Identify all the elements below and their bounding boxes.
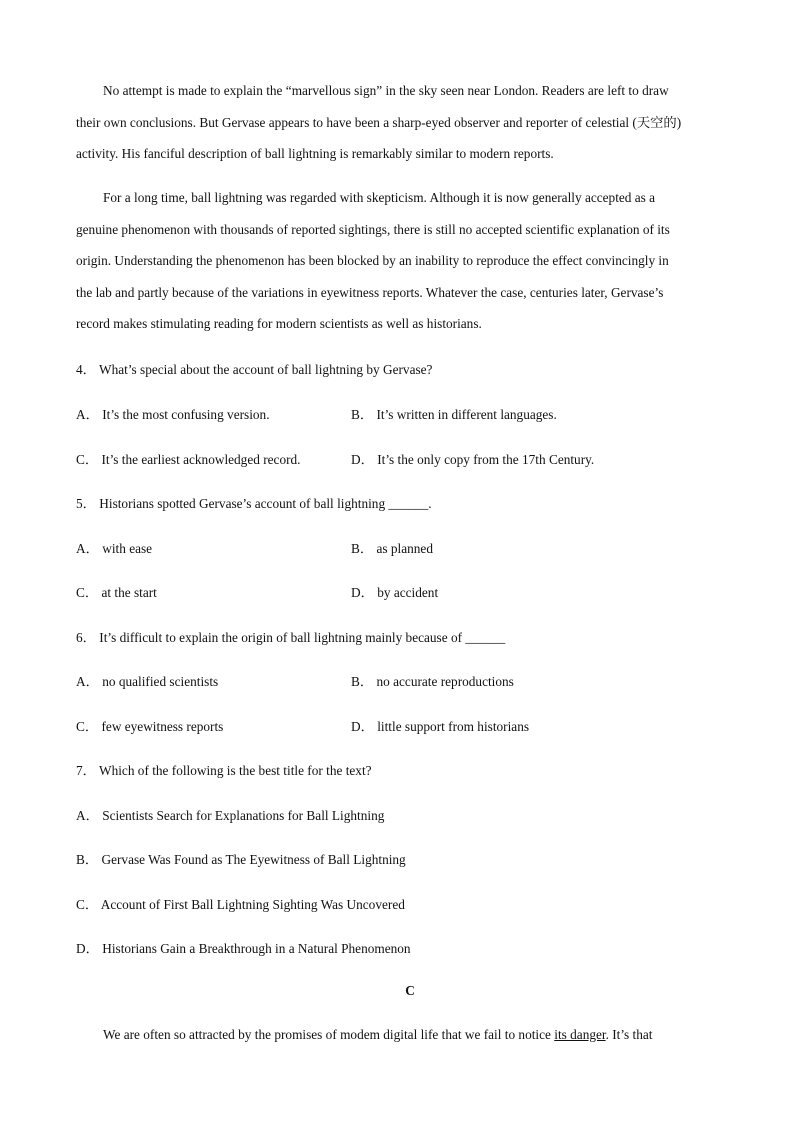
- paragraph-line: record makes stimulating reading for modern scientists as well as historians.: [76, 316, 482, 331]
- question-6-option-d: D． little support from historians: [351, 719, 530, 734]
- question-5-stem: 5． Historians spotted Gervase’s account of ball lightning ______.: [76, 496, 432, 511]
- paragraph-line: their own conclusions. But Gervase appears to have been a sharp-eyed observer and reporter of celestial (天空的): [76, 114, 682, 130]
- question-7-stem: 7． Which of the following is the best title for the text?: [76, 763, 372, 778]
- underlined-phrase: its danger: [554, 1027, 606, 1042]
- question-4-option-b: B． It’s written in different languages.: [351, 407, 557, 422]
- question-6-option-b: B． no accurate reproductions: [351, 674, 514, 689]
- question-4-option-a: A． It’s the most confusing version.: [76, 407, 270, 422]
- paragraph-line: genuine phenomenon with thousands of reported sightings, there is still no accepted scientific explanation of its: [76, 221, 670, 237]
- passage-paragraph-1: [76, 75, 706, 170]
- question-5-option-b: B． as planned: [351, 541, 433, 556]
- question-7-option-b: B． Gervase Was Found as The Eyewitness of Ball Lightning: [76, 852, 406, 867]
- paragraph-line: activity. His fanciful description of ball lightning is remarkably similar to modern reports.: [76, 146, 554, 161]
- section-c-first-line: [76, 1019, 706, 1051]
- question-7-option-a: A． Scientists Search for Explanations for Ball Lightning: [76, 808, 385, 823]
- question-7-option-d: D． Historians Gain a Breakthrough in a Natural Phenomenon: [76, 941, 411, 956]
- question-6-option-c: C． few eyewitness reports: [76, 719, 224, 734]
- passage-paragraph-2: [76, 182, 706, 340]
- question-4-option-d: D． It’s the only copy from the 17th Century.: [351, 452, 595, 467]
- line-text: We are often so attracted by the promises of modem digital life that we fail to notice: [103, 1027, 555, 1042]
- paragraph-line: For a long time, ball lightning was regarded with skepticism. Although it is now generally accepted as a: [103, 190, 656, 205]
- question-6-stem: 6． It’s difficult to explain the origin of ball lightning mainly because of ______: [76, 630, 506, 645]
- question-5-option-d: D． by accident: [351, 585, 439, 600]
- paragraph-line: origin. Understanding the phenomenon has been blocked by an inability to reproduce the effect convincingly in: [76, 253, 669, 268]
- paragraph-line: the lab and partly because of the variations in eyewitness reports. Whatever the case, centuries later, Gervase’s: [76, 284, 664, 300]
- question-4-stem: 4． What’s special about the account of ball lightning by Gervase?: [76, 362, 433, 377]
- question-4-option-c: C． It’s the earliest acknowledged record.: [76, 452, 301, 467]
- line-text-end: . It’s that: [605, 1027, 653, 1042]
- question-5-option-c: C． at the start: [76, 585, 157, 600]
- question-6-option-a: A． no qualified scientists: [76, 674, 219, 689]
- paragraph-line: No attempt is made to explain the “marvellous sign” in the sky seen near London. Readers are left to draw: [103, 83, 669, 98]
- paragraph-line: [76, 1019, 706, 1051]
- section-c-heading: C: [405, 983, 415, 998]
- question-7-option-c: C． Account of First Ball Lightning Sighting Was Uncovered: [76, 897, 405, 912]
- question-5-option-a: A． with ease: [76, 541, 153, 556]
